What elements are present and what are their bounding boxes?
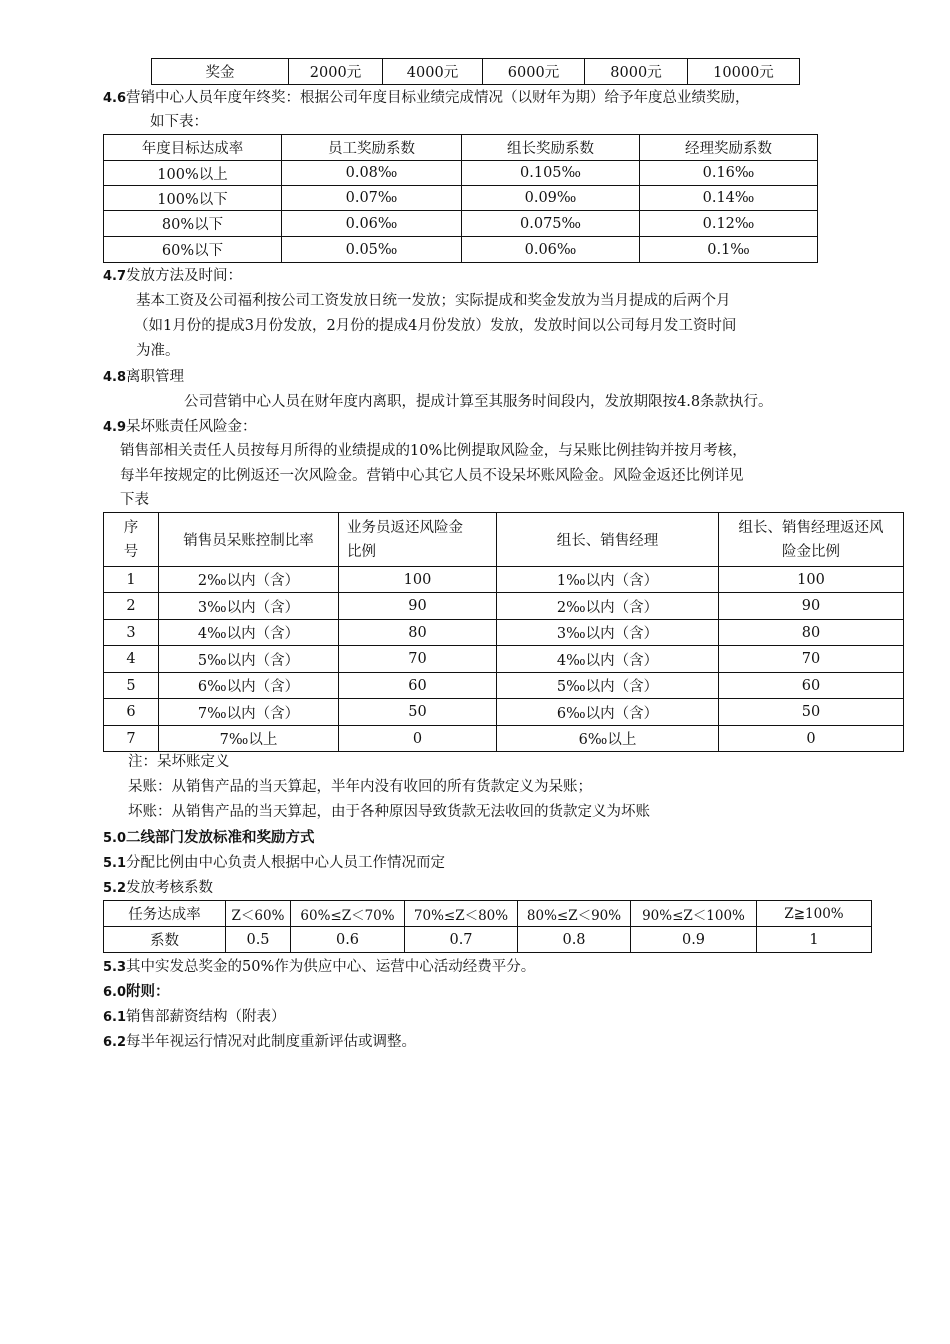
table-row [104, 673, 904, 699]
section-number: 5.0 [103, 831, 127, 846]
header-text: 组长、销售经理返还风 [738, 519, 884, 536]
section-number: 6.1 [103, 1010, 127, 1025]
section-number: 5.2 [103, 881, 127, 896]
table-header: 70%≤Z＜80% [405, 901, 518, 927]
paragraph-line: 每半年按规定的比例返还一次风险金。营销中心其它人员不设呆坏账风险金。风险金返还比例详见 [120, 468, 744, 484]
section-6-2-heading [103, 1032, 416, 1053]
table-row [104, 186, 818, 211]
bonus-cell: 2000元 [289, 59, 383, 85]
section-title: 分配比例由中心负责人根据中心人员工作情况而定 [126, 855, 446, 871]
section-number: 4.8 [103, 370, 127, 385]
table-cell: 2 [104, 593, 159, 620]
table-cell: 100 [339, 567, 497, 593]
table-cell: 3‰以内（含） [497, 620, 719, 646]
table-header [104, 513, 159, 567]
table-cell: 4‰以内（含） [159, 620, 339, 646]
table-cell: 90 [719, 593, 904, 620]
table-cell: 0.16‰ [640, 161, 818, 186]
section-4-7-heading [103, 266, 242, 287]
table-row [104, 726, 904, 752]
table-cell: 50 [339, 699, 497, 726]
table-header: 组长、销售经理 [497, 513, 719, 567]
section-4-6-text: 如下表： [150, 114, 208, 130]
table-cell: 90 [339, 593, 497, 620]
table-cell: 50 [719, 699, 904, 726]
section-5-3-heading [103, 957, 535, 978]
note-line: 呆账：从销售产品的当天算起，半年内没有收回的所有货款定义为呆账； [128, 779, 592, 795]
table-header: 年度目标达成率 [104, 135, 282, 161]
table-cell: 60 [719, 673, 904, 699]
table-cell: 60 [339, 673, 497, 699]
table-cell: 0.075‰ [462, 211, 640, 237]
coefficient-table [103, 900, 872, 953]
table-cell: 1‰以内（含） [497, 567, 719, 593]
table-cell: 80 [719, 620, 904, 646]
bonus-cell: 8000元 [585, 59, 688, 85]
table-cell: 4‰以内（含） [497, 646, 719, 673]
table-cell: 0.14‰ [640, 186, 818, 211]
table-cell: 100%以上 [104, 161, 282, 186]
bonus-table [151, 58, 800, 85]
bonus-cell: 6000元 [483, 59, 585, 85]
table-cell: 80 [339, 620, 497, 646]
section-number: 6.0 [103, 985, 127, 1000]
section-5-0-heading [103, 828, 315, 849]
table-cell: 1 [104, 567, 159, 593]
bonus-label-cell: 奖金 [152, 59, 289, 85]
table-cell: 100%以下 [104, 186, 282, 211]
table-cell: 0.06‰ [282, 211, 462, 237]
table-cell: 0.08‰ [282, 161, 462, 186]
table-cell: 0.07‰ [282, 186, 462, 211]
table-cell: 1 [757, 927, 872, 953]
section-title: 发放方法及时间： [126, 268, 243, 284]
section-title: 发放考核系数 [126, 880, 214, 896]
table-cell: 7‰以内（含） [159, 699, 339, 726]
paragraph-line: 基本工资及公司福利按公司工资发放日统一发放；实际提成和奖金发放为当月提成的后两个月 [136, 293, 731, 309]
table-row [104, 161, 818, 186]
table-header: 组长奖励系数 [462, 135, 640, 161]
table-row [104, 211, 818, 237]
note-line: 坏账：从销售产品的当天算起，由于各种原因导致货款无法收回的货款定义为坏账 [128, 804, 650, 820]
section-title: 呆坏账责任风险金： [126, 419, 257, 435]
header-text: 号 [123, 543, 139, 560]
paragraph-line: （如1月份的提成3月份发放，2月份的提成4月份发放）发放，发放时间以公司每月发工资时间 [134, 318, 737, 334]
table-row [104, 567, 904, 593]
table-row [104, 646, 904, 673]
risk-fund-table [103, 512, 904, 752]
table-header: 销售员呆账控制比率 [159, 513, 339, 567]
table-cell: 3‰以内（含） [159, 593, 339, 620]
section-title: 销售部薪资结构（附表） [126, 1009, 286, 1025]
table-row [104, 620, 904, 646]
table-cell: 5 [104, 673, 159, 699]
table-cell: 60%以下 [104, 237, 282, 263]
section-4-9-heading [103, 417, 257, 438]
section-5-2-heading [103, 878, 213, 899]
paragraph-line: 公司营销中心人员在财年度内离职，提成计算至其服务时间段内，发放期限按4.8条款执行。 [184, 394, 773, 410]
section-5-1-heading [103, 853, 445, 874]
table-row [104, 699, 904, 726]
table-cell: 0.09‰ [462, 186, 640, 211]
table-cell: 2‰以内（含） [159, 567, 339, 593]
note-line: 注：呆坏账定义 [128, 754, 230, 770]
table-header: 90%≤Z＜100% [631, 901, 757, 927]
table-row [104, 593, 904, 620]
table-header: 80%≤Z＜90% [518, 901, 631, 927]
section-text: 营销中心人员年度年终奖：根据公司年度目标业绩完成情况（以财年为期）给予年度总业绩奖励， [126, 90, 750, 106]
annual-bonus-table [103, 134, 818, 263]
table-row [104, 927, 872, 953]
section-title: 附则： [126, 983, 170, 1000]
bonus-cell: 4000元 [383, 59, 483, 85]
table-header: 60%≤Z＜70% [291, 901, 405, 927]
table-cell: 0.8 [518, 927, 631, 953]
table-cell: 6‰以内（含） [497, 699, 719, 726]
table-header: 经理奖励系数 [640, 135, 818, 161]
section-6-0-heading [103, 982, 170, 1003]
paragraph-line: 销售部相关责任人员按每月所得的业绩提成的10%比例提取风险金，与呆账比例挂钩并按月考核， [120, 443, 747, 459]
table-cell: 5‰以内（含） [497, 673, 719, 699]
table-row [104, 237, 818, 263]
table-cell: 100 [719, 567, 904, 593]
table-cell: 0.5 [226, 927, 291, 953]
table-header [339, 513, 497, 567]
bonus-cell: 10000元 [688, 59, 800, 85]
table-cell: 2‰以内（含） [497, 593, 719, 620]
table-cell: 0.105‰ [462, 161, 640, 186]
table-cell: 0.12‰ [640, 211, 818, 237]
table-cell: 70 [339, 646, 497, 673]
section-4-6-heading [103, 88, 750, 109]
header-text: 险金比例 [782, 543, 840, 560]
header-text: 业务员返还风险金 [347, 519, 463, 536]
section-title: 离职管理 [126, 369, 185, 385]
section-number: 6.2 [103, 1035, 127, 1050]
table-cell: 7‰以上 [159, 726, 339, 752]
table-cell: 0.1‰ [640, 237, 818, 263]
table-cell: 0 [339, 726, 497, 752]
section-title: 每半年视运行情况对此制度重新评估或调整。 [126, 1034, 417, 1050]
section-title: 其中实发总奖金的50%作为供应中心、运营中心活动经费平分。 [126, 959, 536, 975]
table-cell: 6 [104, 699, 159, 726]
table-cell: 6‰以内（含） [159, 673, 339, 699]
table-header [719, 513, 904, 567]
paragraph-line: 为准。 [136, 343, 180, 359]
table-cell: 7 [104, 726, 159, 752]
section-number: 4.9 [103, 420, 127, 435]
section-number: 5.3 [103, 960, 127, 975]
table-cell: 4 [104, 646, 159, 673]
table-cell: 3 [104, 620, 159, 646]
table-header: 员工奖励系数 [282, 135, 462, 161]
table-cell: 系数 [104, 927, 226, 953]
table-cell: 0.9 [631, 927, 757, 953]
table-cell: 70 [719, 646, 904, 673]
table-cell: 0.7 [405, 927, 518, 953]
paragraph-line: 下表 [120, 492, 149, 508]
table-header: Z≧100% [757, 901, 872, 927]
table-header: 任务达成率 [104, 901, 226, 927]
table-cell: 0.6 [291, 927, 405, 953]
section-6-1-heading [103, 1007, 286, 1028]
table-cell: 80%以下 [104, 211, 282, 237]
section-number: 4.7 [103, 269, 127, 284]
header-text: 比例 [347, 543, 376, 560]
table-cell: 0 [719, 726, 904, 752]
section-number: 5.1 [103, 856, 127, 871]
table-cell: 0.05‰ [282, 237, 462, 263]
table-cell: 5‰以内（含） [159, 646, 339, 673]
section-number: 4.6 [103, 91, 127, 106]
header-text: 序 [123, 519, 139, 536]
section-4-8-heading [103, 367, 184, 388]
table-cell: 0.06‰ [462, 237, 640, 263]
table-cell: 6‰以上 [497, 726, 719, 752]
section-title: 二线部门发放标准和奖励方式 [126, 829, 315, 846]
table-header: Z＜60% [226, 901, 291, 927]
